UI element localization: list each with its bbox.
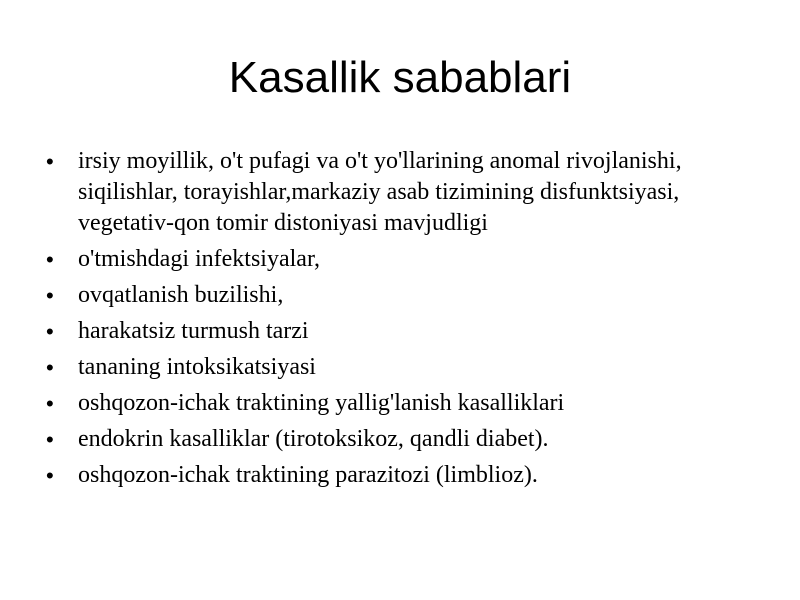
bullet-icon: •	[46, 427, 54, 452]
list-item	[40, 146, 760, 239]
list-item-text: harakatsiz turmush tarzi	[78, 318, 309, 344]
bullet-icon: •	[46, 319, 54, 344]
slide-title: Kasallik sabablari	[228, 53, 572, 102]
list-item	[40, 460, 760, 491]
bullet-icon: •	[46, 463, 54, 488]
bullet-list	[40, 146, 760, 496]
list-item-text: ovqatlanish buzilishi,	[78, 282, 284, 308]
bullet-icon: •	[46, 391, 54, 416]
bullet-icon: •	[46, 355, 54, 380]
list-item-text: endokrin kasalliklar (tirotoksikoz, qandli diabet).	[78, 426, 549, 452]
list-item	[40, 316, 760, 347]
list-item-text: tananing intoksikatsiyasi	[78, 354, 316, 380]
bullet-icon: •	[46, 247, 54, 272]
list-item-text: oshqozon-ichak traktining parazitozi (limblioz).	[78, 462, 538, 488]
list-item	[40, 388, 760, 419]
list-item-text: oshqozon-ichak traktining yallig'lanish kasalliklari	[78, 390, 565, 416]
list-item-text: o'tmishdagi infektsiyalar,	[78, 246, 320, 272]
list-item	[40, 424, 760, 455]
list-item	[40, 280, 760, 311]
bullet-icon: •	[46, 283, 54, 308]
bullet-icon: •	[46, 149, 54, 174]
list-item-text: irsiy moyillik, o't pufagi va o't yo'llarining anomal rivojlanishi, siqilishlar, torayishlar,markaziy asab tizimining disfunktsiyasi, vegetativ-qon tomir distoniyasi mavjudligi	[78, 148, 682, 236]
list-item	[40, 244, 760, 275]
list-item	[40, 352, 760, 383]
